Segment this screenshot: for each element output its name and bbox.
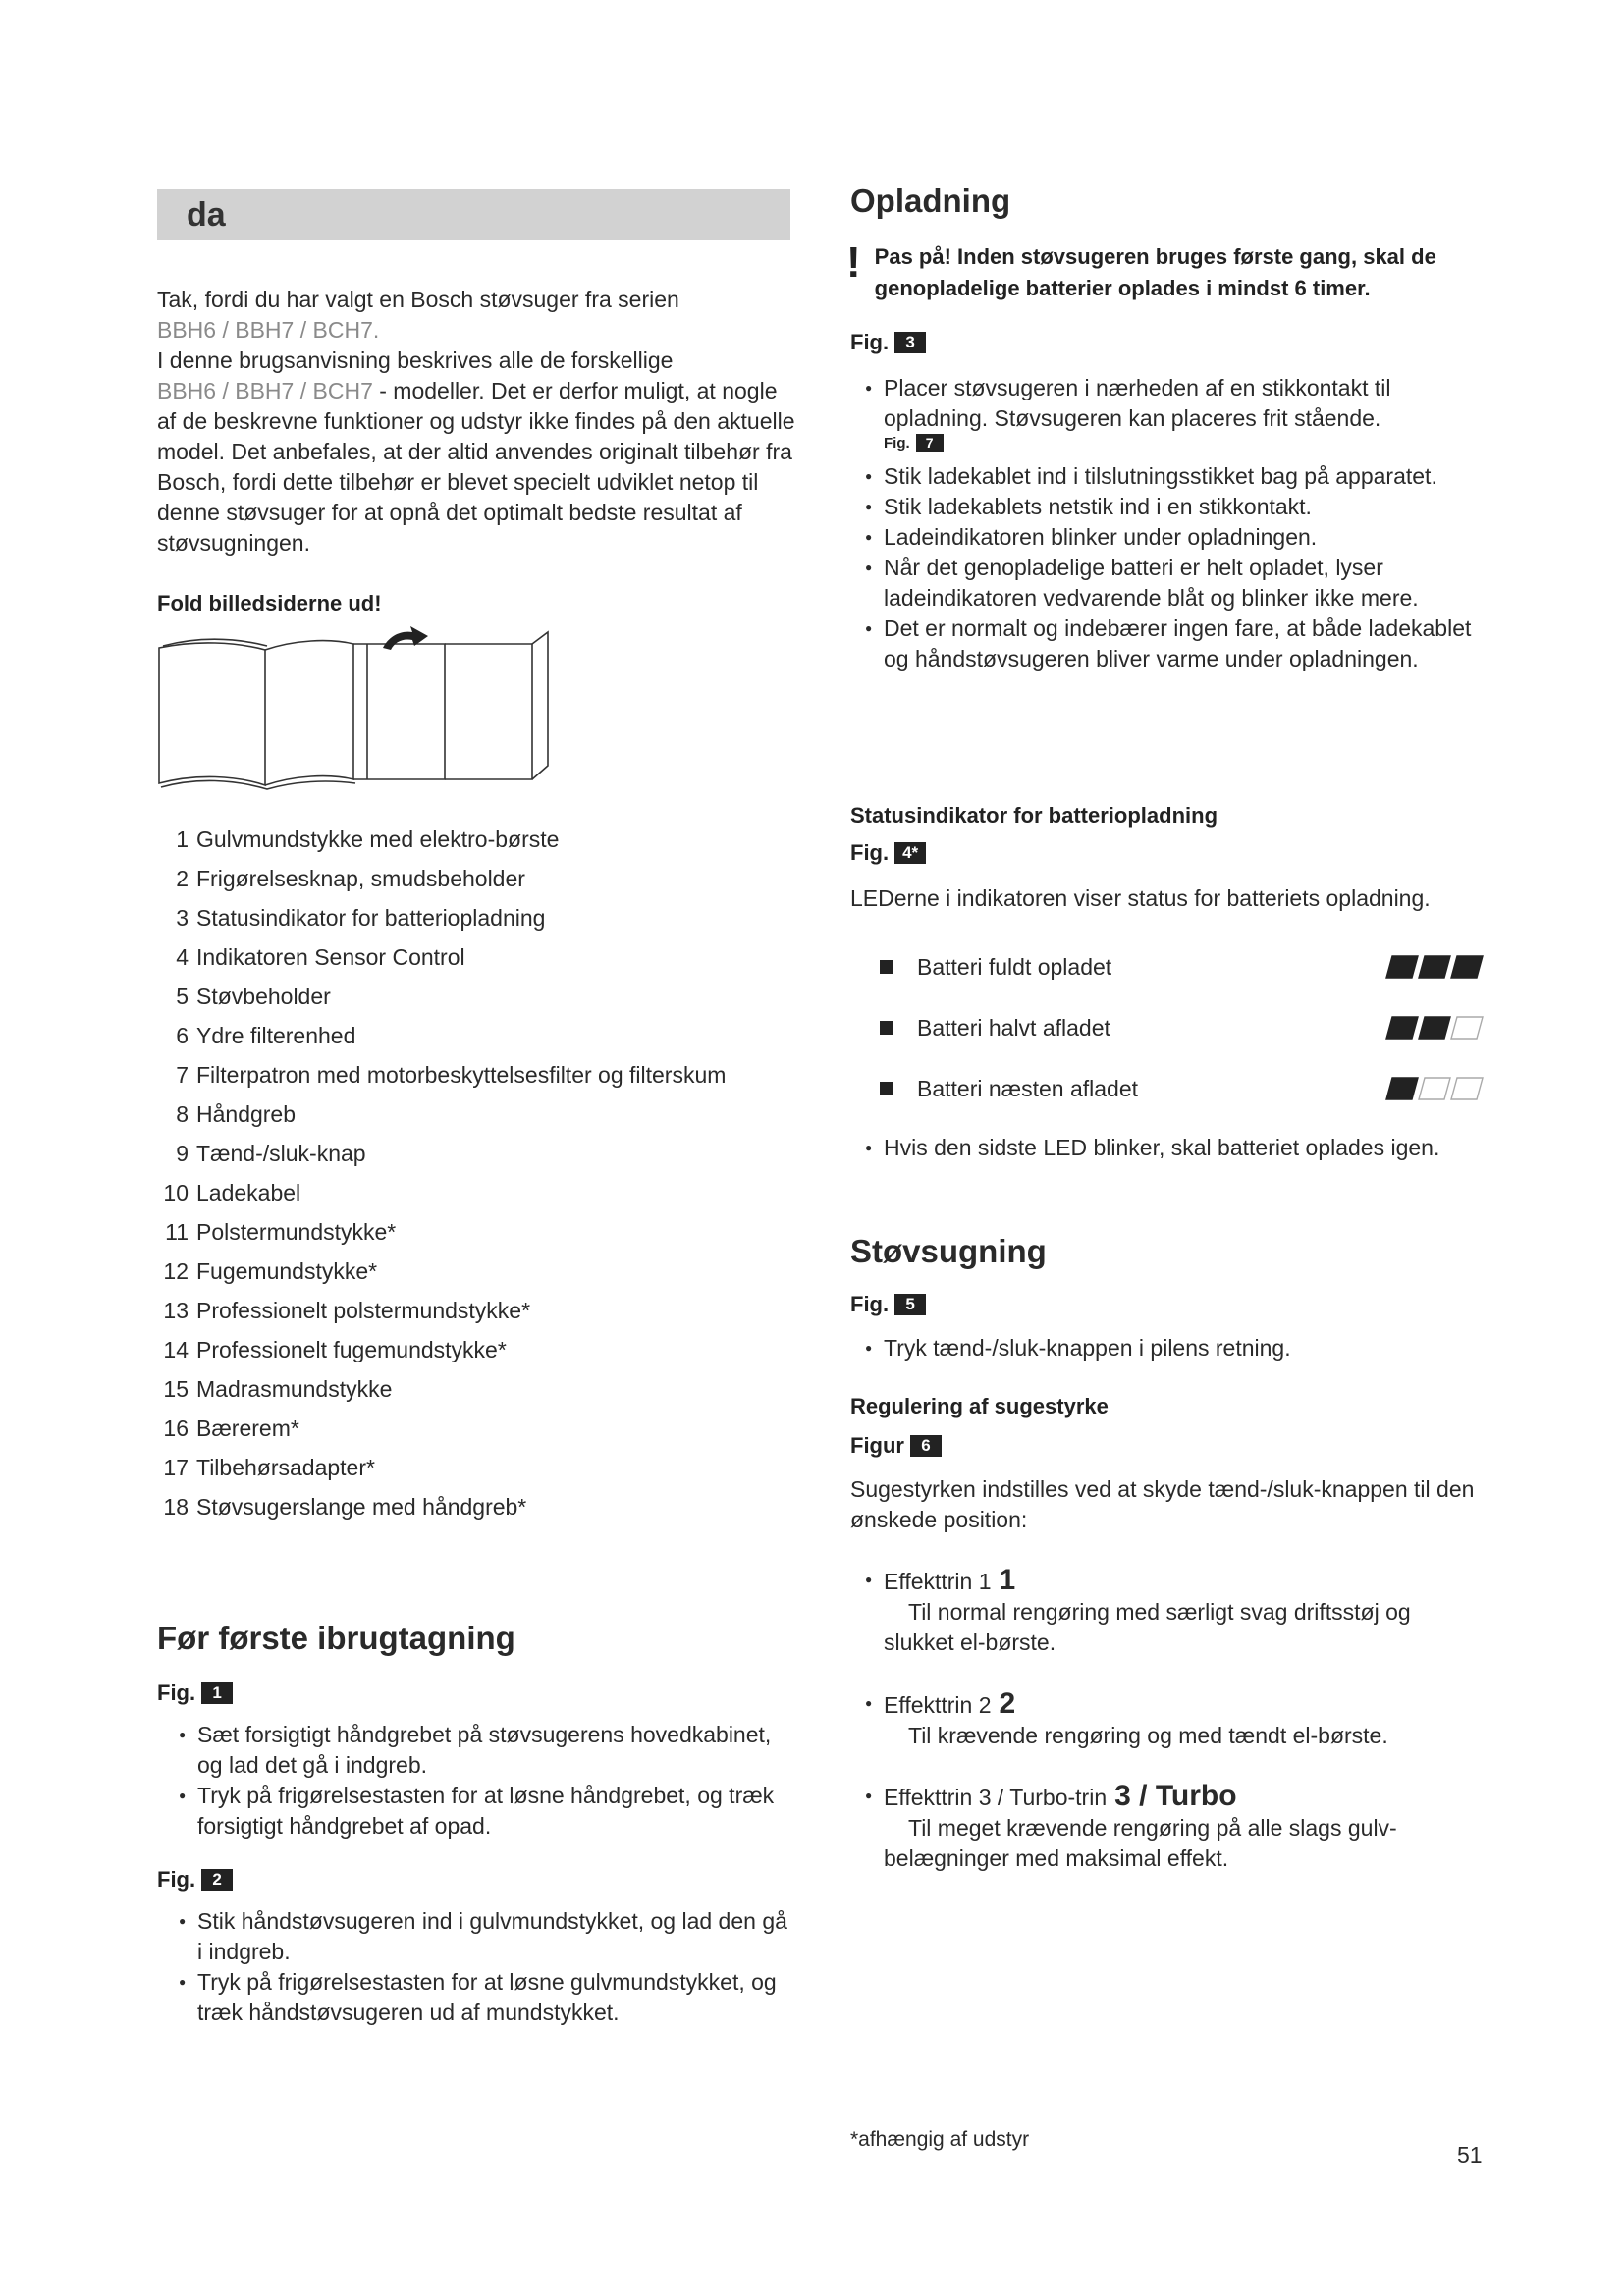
fold-title: Fold billedsiderne ud! [157,591,382,615]
list-item: 16 Bærerem* [163,1415,299,1441]
battery-level-row [850,952,1489,982]
battery-note [859,1133,1492,1163]
battery-cell-filled [1419,1017,1450,1039]
intro-p2-start: I denne brugsanvisning beskrives alle de forskellige [157,347,674,373]
battery-level-label: Batteri næsten afladet [917,1075,1139,1101]
language-label: da [157,189,790,240]
fig-label: Fig. [884,434,910,452]
charging-step-1 [859,373,1492,434]
battery-cell-filled [1386,1078,1418,1099]
battery-indicator-icon [1380,1013,1489,1042]
footnote: *afhængig af udstyr [850,2128,1030,2151]
figure-number: 7 [916,434,944,452]
battery-cell-filled [1451,956,1483,978]
suction-level-desc: Til normal rengøring med særligt svag driftsstøj og [908,1599,1411,1625]
fig-label: Fig. [157,1867,196,1892]
fig-2-label [157,1867,233,1893]
list-item: ● Effekttrin 2 2 [859,1688,1507,1721]
suction-level-1 [859,1565,1507,1658]
intro-models: BBH6 / BBH7 / BCH7. [157,317,380,343]
list-item: 9 Tænd-/sluk-knap [176,1141,366,1166]
list-item: ● Tryk på frigørelsestasten for at løsne håndgrebet, og træk forsigtigt håndgrebet af opad. [173,1781,791,1842]
charging-warning [846,241,1494,304]
battery-indicator-icon [1380,952,1489,982]
list-item: ● Ladeindikatoren blinker under opladningen. [859,522,1492,553]
fig-label: Fig. [850,330,890,354]
battery-cell-empty [1451,1017,1483,1039]
suction-level-title [859,1781,1527,1813]
figure-number: 3 [894,332,926,353]
battery-cell-empty [1451,1078,1483,1099]
fig-4-label [850,840,926,866]
fig-1-steps [173,1720,791,1842]
suction-level-desc: Til krævende rengøring og med tændt el-børste. [908,1723,1388,1748]
bullet-square [880,1082,893,1095]
bullet-square [880,960,893,974]
charging-steps [859,461,1492,674]
before-first-use-heading: Før første ibrugtagning [157,1620,515,1656]
fig-5-label [850,1292,926,1317]
list-item: 18 Støvsugerslange med håndgreb* [163,1494,527,1520]
suction-level-desc: belægninger med maksimal effekt. [884,1845,1229,1871]
list-item: 15 Madrasmundstykke [163,1376,393,1402]
list-item: 2 Frigørelsesknap, smudsbeholder [176,866,525,891]
intro-p2-rest: - modeller. Det er derfor muligt, at nogle af de beskrevne funktioner og udstyr ikke findes på den aktuelle model. Det anbefales, at der altid anvendes originalt tilbehør fra Bosch, fordi dette tilbehør er blevet specielt udviklet netop til denne støvsuger for at opnå det optimalt bedste resultat af støvsugningen. [157,378,795,556]
fig-label: Fig. [850,1292,890,1316]
fig-label: Fig. [850,840,890,865]
figure-number: 5 [894,1294,926,1315]
figure-number: 4* [894,842,926,864]
list-item: 14 Professionelt fugemundstykke* [163,1337,507,1362]
list-item: ● Hvis den sidste LED blinker, skal batteriet oplades igen. [859,1133,1492,1163]
list-item: 11 Polstermundstykke* [165,1219,397,1245]
fig-2-steps [173,1906,791,2028]
battery-level-row [850,1074,1489,1103]
list-item: ● Tryk på frigørelsestasten for at løsne gulvmundstykket, og træk håndstøvsugeren ud af mundstykket. [173,1967,791,2028]
suction-level-desc: Til meget krævende rengøring på alle slags gulv- [908,1815,1397,1841]
fold-out-pages-illustration [157,618,569,795]
battery-cell-empty [1419,1078,1450,1099]
charging-heading: Opladning [850,183,1011,219]
figure-number: 1 [201,1682,233,1704]
parts-list [157,825,795,1531]
list-item: ● Stik ladekablets netstik ind i en stikkontakt. [859,492,1492,522]
battery-level-label: Batteri fuldt opladet [917,953,1112,980]
fig-label: Fig. [157,1681,196,1705]
suction-level-title [859,1565,1507,1597]
battery-indicator-icon [1380,1074,1489,1103]
suction-level-2 [859,1688,1507,1751]
battery-level-row [850,1013,1489,1042]
list-item: ● Tryk tænd-/sluk-knappen i pilens retning. [859,1333,1492,1363]
list-item: 4 Indikatoren Sensor Control [176,944,465,970]
list-item: 6 Ydre filterenhed [176,1023,356,1048]
warning-text: Pas på! Inden støvsugeren bruges første gang, skal de genopladelige batterier oplades i mindst 6 timer. [874,244,1436,300]
battery-level-label: Batteri halvt afladet [917,1014,1110,1041]
list-item: 13 Professionelt polstermundstykke* [163,1298,531,1323]
battery-levels [850,952,1489,1103]
list-item: 10 Ladekabel [163,1180,301,1205]
figure-number: 2 [201,1869,233,1891]
fig-6-label [850,1433,942,1459]
intro-paragraph-2 [157,346,795,559]
list-item: 3 Statusindikator for batteriopladning [176,905,546,931]
vacuuming-heading: Støvsugning [850,1233,1047,1269]
list-item: ● Effekttrin 1 1 [859,1565,1507,1597]
warning-icon: ! [846,239,861,287]
suction-intro: Sugestyrken indstilles ved at skyde tænd-/sluk-knappen til den ønskede position: [850,1476,1475,1532]
fig-7-label [884,434,944,452]
fig-label: Figur [850,1433,904,1458]
battery-status-title: Statusindikator for batteriopladning [850,803,1218,828]
list-item: 12 Fugemundstykke* [163,1258,378,1284]
list-item: 7 Filterpatron med motorbeskyttelsesfilter og filterskum [176,1062,727,1088]
suction-level-3 [859,1781,1527,1874]
battery-status-intro: LEDerne i indikatoren viser status for batteriets opladning. [850,885,1431,911]
list-item: ● Det er normalt og indebærer ingen fare, at både ladekablet og håndstøvsugeren bliver varme under opladningen. [859,614,1492,674]
list-item: 8 Håndgreb [176,1101,297,1127]
figure-number: 6 [910,1435,942,1457]
fig-3-label [850,330,926,355]
suction-level-desc: slukket el-børste. [884,1629,1056,1655]
fig-1-label [157,1681,233,1706]
intro-text [157,285,795,559]
battery-cell-filled [1386,956,1418,978]
list-item: ● Sæt forsigtigt håndgrebet på støvsugerens hovedkabinet, og lad det gå i indgreb. [173,1720,791,1781]
list-item: ● Effekttrin 3 / Turbo-trin 3 / Turbo [859,1781,1527,1813]
battery-cell-filled [1419,956,1450,978]
list-item: ● Stik håndstøvsugeren ind i gulvmundstykket, og lad den gå i indgreb. [173,1906,791,1967]
intro-paragraph-1 [157,285,795,346]
list-item: 17 Tilbehørsadapter* [163,1455,375,1480]
intro-models-2: BBH6 / BBH7 / BCH7 [157,378,373,403]
intro-p1-text: Tak, fordi du har valgt en Bosch støvsuger fra serien [157,287,679,312]
vacuuming-step [859,1333,1492,1363]
list-item: ● Når det genopladelige batteri er helt opladet, lyser ladeindikatoren vedvarende blåt og blinker ikke mere. [859,553,1492,614]
page-number: 51 [1457,2142,1483,2167]
suction-title: Regulering af sugestyrke [850,1394,1109,1418]
battery-cell-filled [1386,1017,1418,1039]
suction-level-title [859,1688,1507,1721]
list-item: 1 Gulvmundstykke med elektro-børste [176,827,560,852]
bullet-square [880,1021,893,1035]
list-item: 5 Støvbeholder [176,984,331,1009]
list-item: ● Stik ladekablet ind i tilslutningsstikket bag på apparatet. [859,461,1492,492]
list-item: ● Placer støvsugeren i nærheden af en stikkontakt til opladning. Støvsugeren kan placeres frit stående. [859,373,1492,434]
